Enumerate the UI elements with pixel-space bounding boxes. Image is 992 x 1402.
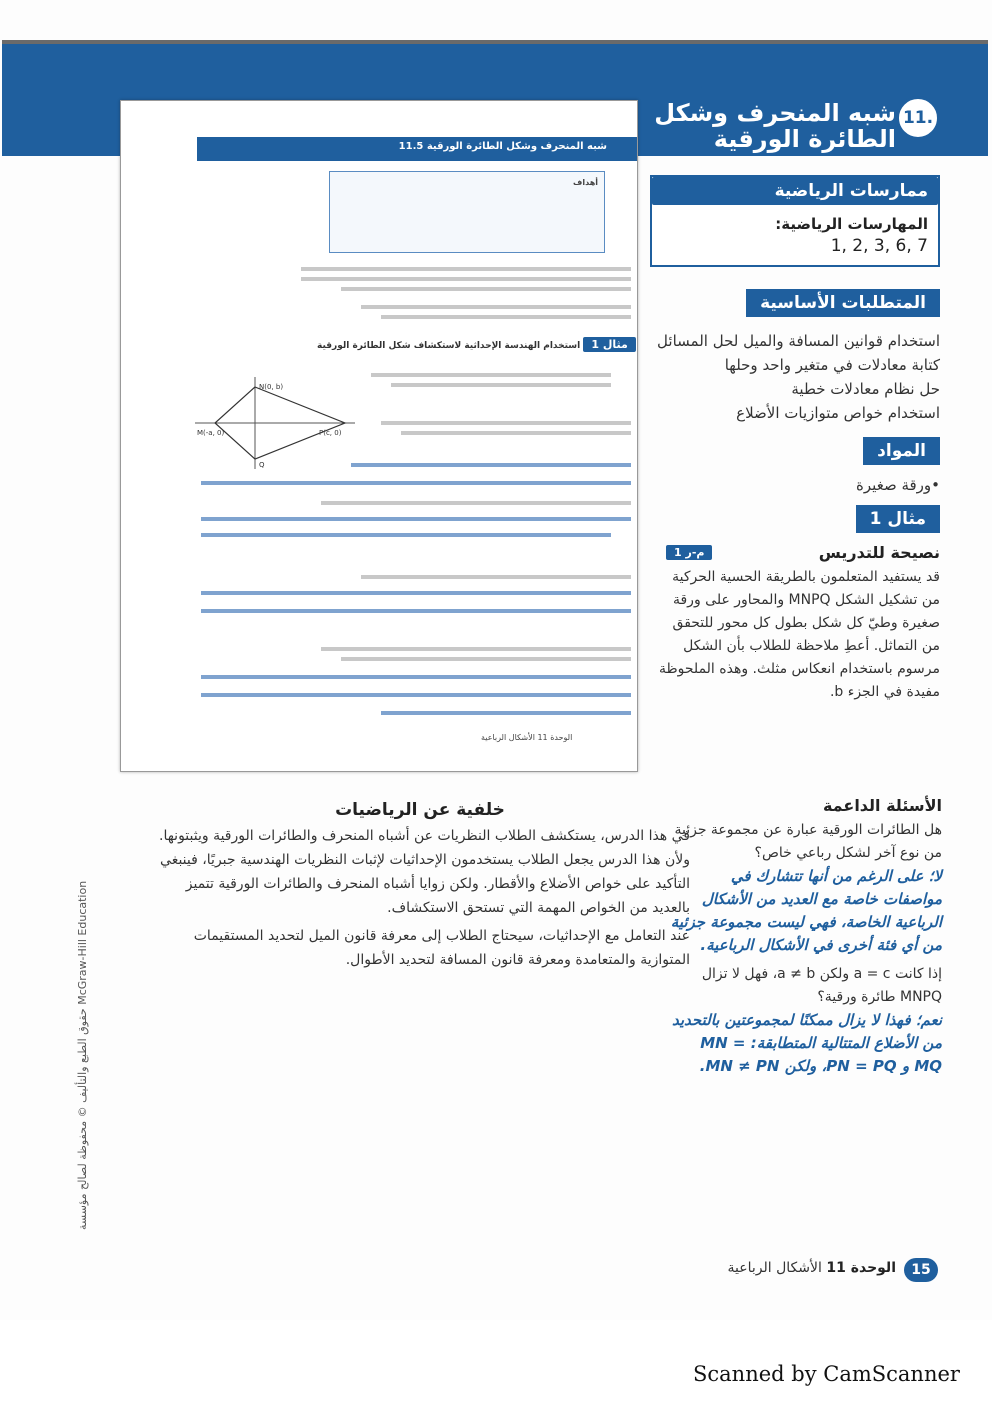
copyright-side-note: حقوق الطبع والتأليف © محفوظة لصالح مؤسسة McGraw-Hill Education	[76, 880, 89, 1230]
thumbnail-text-line	[401, 431, 631, 435]
thumbnail-text-line	[321, 647, 631, 651]
thumbnail-answer-line	[201, 481, 631, 485]
tip-heading-row	[650, 543, 940, 562]
footer-unit-title: الأشكال الرباعية	[727, 1260, 822, 1276]
thumbnail-example	[317, 337, 636, 352]
tip-tag: م-ر 1	[666, 545, 712, 560]
thumbnail-answer-line	[201, 693, 631, 697]
thumbnail-text-line	[341, 287, 631, 291]
thumbnail-text-line	[341, 657, 631, 661]
lesson-number-badge: 11.	[896, 96, 940, 140]
math-background-para-1: في هذا الدرس، يستكشف الطلاب النظريات عن أشباه المنحرف والطائرات الورقية ويثبتونها. ولأن هذا الدرس يجعل الطلاب يستخدمون الإحداثيات لإثبات النظريات الهندسية جبريًا، فينبغي التأكيد على خواص الأضلاع والأقطار. ولكن زوايا أشباه المنحرف والطائرات الورقية تتميز بالعديد من الخواص المهمة التي تستحق الاستكشاف.	[159, 828, 690, 916]
scanner-watermark: Scanned by CamScanner	[693, 1362, 960, 1386]
practices-values: 1, 2, 3, 6, 7	[830, 236, 928, 256]
thumbnail-text-line	[301, 277, 631, 281]
thumbnail-answer-line	[201, 591, 631, 595]
materials-section	[650, 437, 940, 497]
answer-2: نعم؛ فهذا لا يزال ممكنًا لمجموعتين بالتحديد من الأضلاع المتتالية المتطابقة: MN = MQ و PN = PQ، ولكن MN ≠ PN.	[672, 1011, 942, 1075]
thumbnail-objectives-box	[329, 171, 605, 253]
example-section	[650, 505, 940, 704]
thumbnail-text-line	[361, 575, 631, 579]
tip-heading: نصيحة للتدريس	[818, 543, 940, 562]
materials-item: •ورقة صغيرة	[856, 476, 940, 494]
prerequisite-item: استخدام خواص متوازيات الأضلاع	[736, 404, 940, 422]
thumbnail-objectives-heading: أهداف	[573, 178, 598, 187]
example-heading: مثال 1	[856, 505, 940, 533]
prerequisites-section	[650, 289, 940, 425]
answer-1: لا؛ على الرغم من أنها تتشارك في مواصفات خاصة مع العديد من الأشكال الرباعية الخاصة، فهي ليست مجموعة جزئية من أي فئة أخرى في الأشكال الرباعية.	[670, 867, 942, 954]
thumbnail-badge: 11.5	[398, 141, 424, 152]
thumbnail-text-line	[371, 373, 611, 377]
thumbnail-answer-line	[201, 609, 631, 613]
prerequisite-item: استخدام قوانين المسافة والميل لحل المسائل	[657, 332, 940, 350]
math-background-heading: خلفية عن الرياضيات	[335, 800, 505, 820]
practices-heading: ممارسات الرياضية	[652, 177, 938, 205]
point-n-label: N(0, b)	[259, 383, 284, 391]
thumbnail-text-line	[381, 315, 631, 319]
kite-diagram	[195, 377, 355, 469]
point-p-label: P(c, 0)	[319, 429, 342, 437]
practices-box	[650, 175, 940, 267]
thumbnail-answer-line	[201, 533, 611, 537]
math-background-section	[150, 800, 690, 972]
thumbnail-example-label: مثال 1	[583, 337, 635, 352]
footer-unit	[728, 1260, 896, 1276]
tip-text: قد يستفيد المتعلمون بالطريقة الحسية الحركية من تشكيل الشكل MNPQ والمحاور على ورقة صغيرة وطيّ كل شكل بطول كل محور للتحقق من التماثل. أعطِ ملاحظة للطلاب بأن الشكل مرسوم باستخدام انعكاس مثلث. وهذه الملحوظة مفيدة في الجزء b.	[659, 569, 940, 700]
thumbnail-title	[399, 141, 607, 152]
point-q-label: Q	[259, 461, 265, 469]
thumbnail-text-line	[381, 421, 631, 425]
practices-label: المهارسات الرياضية:	[775, 215, 928, 233]
questions-heading: الأسئلة الداعمة	[822, 796, 942, 815]
thumbnail-answer-line	[381, 711, 631, 715]
prerequisites-list	[650, 329, 940, 425]
thumbnail-title-text: شبه المنحرف وشكل الطائرة الورقية	[426, 141, 607, 152]
page-number: 15	[904, 1258, 938, 1282]
student-page-thumbnail	[120, 100, 638, 772]
footer-unit-number: الوحدة 11	[826, 1260, 896, 1276]
prerequisite-item: كتابة معادلات في متغير واحد وحلها	[724, 356, 940, 374]
thumbnail-text-line	[301, 267, 631, 271]
thumbnail-answer-line	[351, 463, 631, 467]
materials-heading: المواد	[863, 437, 940, 465]
prerequisites-heading: المتطلبات الأساسية	[746, 289, 940, 317]
thumbnail-answer-line	[201, 517, 631, 521]
thumbnail-answer-line	[201, 675, 631, 679]
thumbnail-text-line	[321, 501, 631, 505]
point-m-label: M(-a, 0)	[197, 429, 225, 437]
practices-body	[652, 205, 938, 265]
question-1: هل الطائرات الورقية عبارة عن مجموعة جزئية من نوع آخر لشكل رباعي خاص؟	[674, 822, 942, 861]
thumbnail-text-line	[361, 305, 631, 309]
math-background-para-2: عند التعامل مع الإحداثيات، سيحتاج الطلاب إلى معرفة قانون الميل لتحديد المستقيمات المتوازية والمتعامدة ومعرفة قانون المسافة لتحديد الأطوال.	[193, 928, 690, 968]
thumbnail-footer: الوحدة 11 الأشكال الرباعية	[481, 733, 573, 742]
right-column	[650, 175, 940, 704]
thumbnail-example-title: استخدام الهندسة الإحداثية لاستكشاف شكل الطائرة الورقية	[317, 341, 581, 351]
questions-section	[668, 796, 942, 1078]
question-2: إذا كانت a = c ولكن a ≠ b، فهل لا تزال MNPQ طائرة ورقية؟	[701, 966, 942, 1005]
prerequisite-item: حل نظام معادلات خطية	[791, 380, 940, 398]
lesson-title: شبه المنحرف وشكل الطائرة الورقية	[654, 99, 896, 153]
thumbnail-text-line	[391, 383, 611, 387]
